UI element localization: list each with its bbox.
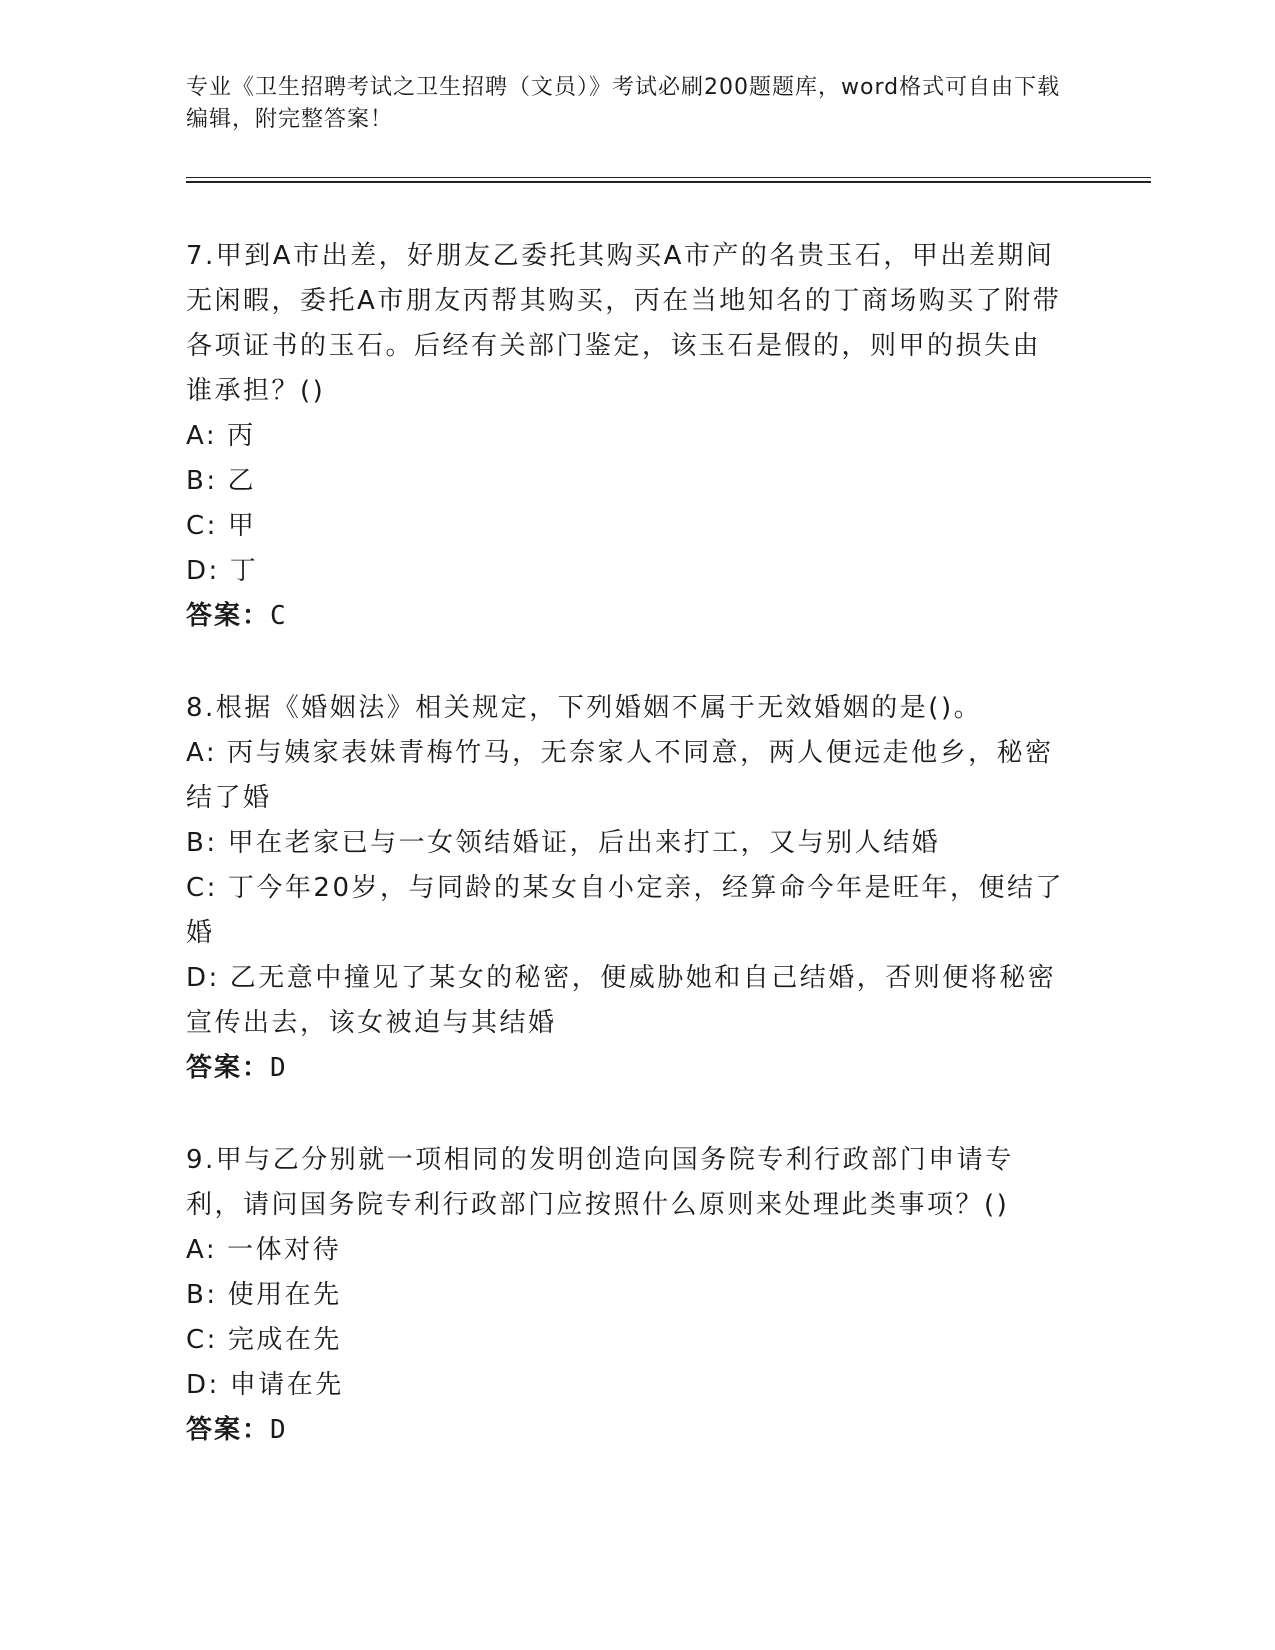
answer-value: D	[270, 1415, 289, 1445]
option-b	[186, 459, 1066, 504]
header-divider-thick	[186, 181, 1151, 183]
option-a	[186, 731, 1066, 821]
option-b	[186, 1273, 1066, 1318]
option-letter: D:	[186, 1370, 220, 1400]
option-text: 丙	[227, 421, 256, 451]
option-letter: C:	[186, 1325, 218, 1355]
answer	[186, 1408, 1066, 1453]
option-letter: B:	[186, 466, 218, 496]
option-letter: A:	[186, 738, 218, 768]
option-letter: C:	[186, 873, 218, 903]
option-letter: C:	[186, 511, 218, 541]
option-text: 乙无意中撞见了某女的秘密，便威胁她和自己结婚，否则便将秘密宣传出去，该女被迫与其结婚	[186, 963, 1057, 1038]
answer-label: 答案：	[186, 1415, 271, 1445]
option-text: 丁今年20岁，与同龄的某女自小定亲，经算命今年是旺年，便结了婚	[186, 873, 1065, 948]
option-text: 甲	[227, 511, 257, 541]
option-d	[186, 1363, 1066, 1408]
option-text: 丙与姨家表妹青梅竹马，无奈家人不同意，两人便远走他乡，秘密结了婚	[186, 738, 1054, 813]
option-letter: B:	[186, 828, 218, 858]
question-stem: 7.甲到A市出差，好朋友乙委托其购买A市产的名贵玉石，甲出差期间无闲暇，委托A市朋友丙帮其购买，丙在当地知名的丁商场购买了附带各项证书的玉石。后经有关部门鉴定，该玉石是假的，则甲的损失由谁承担？()	[186, 241, 1062, 406]
answer	[186, 1046, 1066, 1091]
option-c	[186, 1318, 1066, 1363]
option-letter: D:	[186, 963, 220, 993]
option-text: 乙	[227, 466, 257, 496]
option-text: 甲在老家已与一女领结婚证，后出来打工，又与别人结婚	[227, 828, 941, 858]
question-9	[186, 1138, 1066, 1453]
answer-value: D	[270, 1053, 289, 1083]
option-d	[186, 549, 1066, 594]
option-a	[186, 1228, 1066, 1273]
option-letter: D:	[186, 556, 220, 586]
option-text: 完成在先	[227, 1325, 342, 1355]
header-divider-thin	[186, 177, 1151, 178]
option-text: 一体对待	[227, 1235, 342, 1265]
answer	[186, 594, 1066, 639]
question-8	[186, 686, 1066, 1091]
document-header: 专业《卫生招聘考试之卫生招聘（文员）》考试必刷200题题库，word格式可自由下载编辑，附完整答案！	[186, 75, 1061, 132]
question-7	[186, 234, 1066, 639]
option-c	[186, 504, 1066, 549]
answer-label: 答案：	[186, 601, 271, 631]
option-text: 丁	[229, 556, 259, 586]
option-letter: A:	[186, 1235, 218, 1265]
answer-label: 答案：	[186, 1053, 271, 1083]
option-letter: B:	[186, 1280, 218, 1310]
answer-value: C	[270, 601, 289, 631]
option-letter: A:	[186, 421, 218, 451]
question-stem: 9.甲与乙分别就一项相同的发明创造向国务院专利行政部门申请专利，请问国务院专利行政部门应按照什么原则来处理此类事项？()	[186, 1145, 1014, 1220]
option-a	[186, 414, 1066, 459]
question-stem: 8.根据《婚姻法》相关规定，下列婚姻不属于无效婚姻的是()。	[186, 693, 983, 723]
option-b	[186, 821, 1066, 866]
option-text: 申请在先	[229, 1370, 344, 1400]
option-d	[186, 956, 1066, 1046]
option-text: 使用在先	[227, 1280, 342, 1310]
option-c	[186, 866, 1066, 956]
